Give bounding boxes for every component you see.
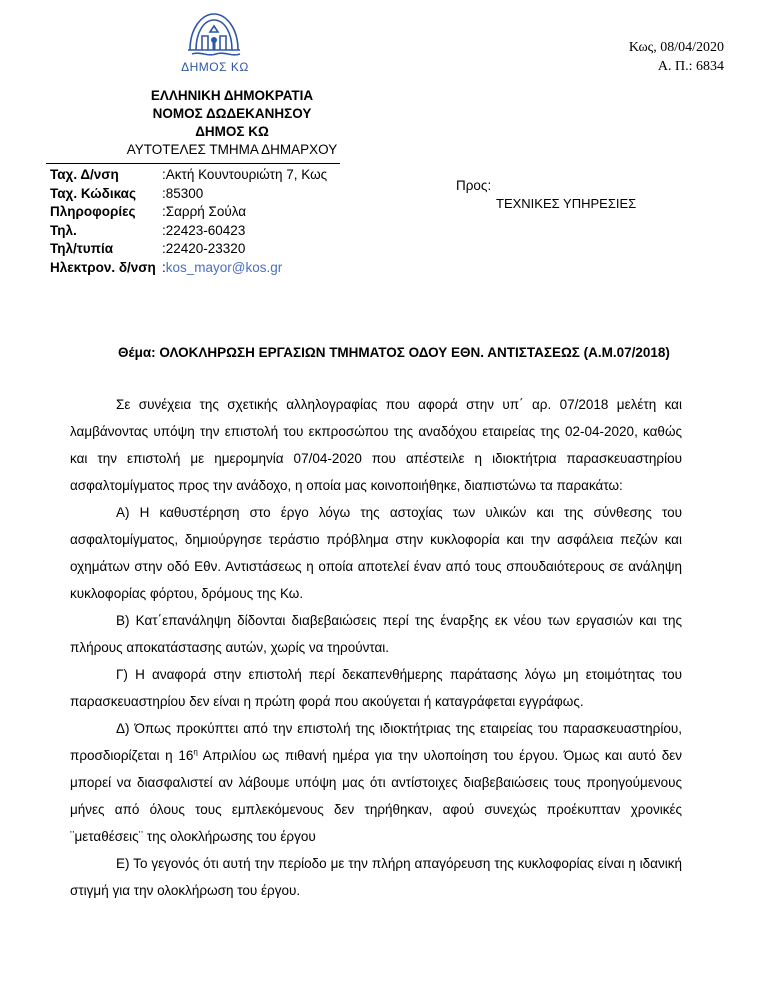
subject-line: Θέμα: ΟΛΟΚΛΗΡΩΣΗ ΕΡΓΑΣΙΩΝ ΤΜΗΜΑΤΟΣ ΟΔΟΥ ΕΘΝ. ΑΝΤΙΣΤΑΣΕΩΣ (Α.Μ.07/2018) <box>118 345 670 360</box>
contact-row-phone <box>50 222 327 241</box>
contact-row-fax <box>50 240 327 259</box>
header-municipality: ΔΗΜΟΣ ΚΩ <box>195 124 269 139</box>
city-emblem-icon <box>186 10 242 58</box>
body-point-b: Β) Κατ΄επανάληψη δίδονται διαβεβαιώσεις περί της έναρξης εκ νέου των εργασιών και της πλήρους αποκατάστασης αυτών, χωρίς να τηρούνται. <box>70 613 682 655</box>
contact-label: Ηλεκτρον. δ/νση <box>50 259 156 275</box>
body-intro: Σε συνέχεια της σχετικής αλληλογραφίας που αφορά στην υπ΄ αρ. 07/2018 μελέτη και λαμβάνοντας υπόψη την επιστολή του εκπροσώπου της αναδόχου εταιρείας της 02-04-2020, καθώς και την επιστολή με ημερομηνία 07/04-2020 που απέστειλε η ιδιοκτήτρια παρασκευαστηρίου ασφαλτομίγματος προς την ανάδοχο, η οποία μας κοινοποιήθηκε, διαπιστώνω τα παρακάτω: <box>70 397 682 493</box>
recipient-value: ΤΕΧΝΙΚΕΣ ΥΠΗΡΕΣΙΕΣ <box>496 196 637 211</box>
point-d-text-start: Δ) Όπως προκύπτει από την επιστολή της ιδιοκτήτριας της εταιρείας του παρασκευαστηρίου, προσδιορίζεται η 16 <box>70 721 682 763</box>
contact-row-email <box>50 259 327 278</box>
letter-body <box>70 391 682 904</box>
contact-value: :Ακτή Κουντουριώτη 7, Κως <box>162 167 328 182</box>
body-point-a: Α) Η καθυστέρηση στο έργο λόγω της αστοχίας των υλικών και της σύνθεσης του ασφαλτομίγματος, δημιούργησε τεράστιο πρόβλημα στην κυκλοφορία και την ασφάλεια πεζών και οχημάτων στην οδό Εθν. Αντιστάσεως η οποία αποτελεί έναν από τους σπουδαιότερους σε ανάληψη κυκλοφορίας φόρτου, δρόμους της Κω. <box>70 505 682 601</box>
header-country: ΕΛΛΗΝΙΚΗ ΔΗΜΟΚΡΑΤΙΑ <box>150 88 314 103</box>
contact-value: :85300 <box>162 185 204 201</box>
contact-row-info <box>50 203 327 222</box>
protocol-number: Α. Π.: 6834 <box>657 59 724 74</box>
contact-label: Πληροφορίες <box>50 204 136 219</box>
contact-label: Τηλ. <box>50 222 77 238</box>
contact-value: :22420-23320 <box>162 241 246 256</box>
contact-details <box>50 166 327 277</box>
contact-label: Ταχ. Δ/νση <box>50 167 119 182</box>
ordinal-superscript: η <box>193 747 198 757</box>
date-block <box>629 38 724 76</box>
header-prefecture: ΝΟΜΟΣ ΔΩΔΕΚΑΝΗΣΟΥ <box>152 106 312 121</box>
contact-value: :22423-60423 <box>162 222 246 238</box>
contact-value: :Σαρρή Σούλα <box>162 204 247 219</box>
email-link[interactable]: kos_mayor@kos.gr <box>165 259 283 275</box>
header-department: ΑΥΤΟΤΕΛΕΣ ΤΜΗΜΑ ΔΗΜΑΡΧΟΥ <box>126 142 338 157</box>
body-point-d <box>70 715 682 850</box>
contact-label: Ταχ. Κώδικας <box>50 185 136 201</box>
body-point-c: Γ) Η αναφορά στην επιστολή περί δεκαπενθήμερης παράτασης λόγω μη ετοιμότητας του παρασκευαστηρίου δεν είναι η πρώτη φορά που ακούγεται ή καταγράφεται εγγράφως. <box>70 667 682 709</box>
contact-row-address <box>50 166 327 185</box>
logo-text: ΔΗΜΟΣ ΚΩ <box>181 60 249 74</box>
body-point-e: Ε) Το γεγονός ότι αυτή την περίοδο με την πλήρη απαγόρευση της κυκλοφορίας είναι η ιδανική στιγμή για την ολοκλήρωση του έργου. <box>70 856 682 898</box>
document-date: Κως, 08/04/2020 <box>628 40 724 55</box>
contact-row-postcode <box>50 185 327 204</box>
header-divider <box>46 163 340 164</box>
point-d-text-end: Απριλίου ως πιθανή ημέρα για την υλοποίηση του έργου. Όμως και αυτό δεν μπορεί να διασφαλιστεί αν λάβουμε υπόψη μας ότι αντίστοιχες διαβεβαιώσεις τους προηγούμενους μήνες από όλους τους εμπλεκόμενους δεν τηρήθηκαν, αφού συνεχώς προέκυπταν χρονικές ¨μεταθέσεις¨ της ολοκλήρωσης του έργου <box>70 748 682 844</box>
contact-label: Τηλ/τυπία <box>50 241 114 256</box>
recipient-label: Προς: <box>456 178 492 193</box>
contact-value-prefix: : <box>162 259 166 275</box>
